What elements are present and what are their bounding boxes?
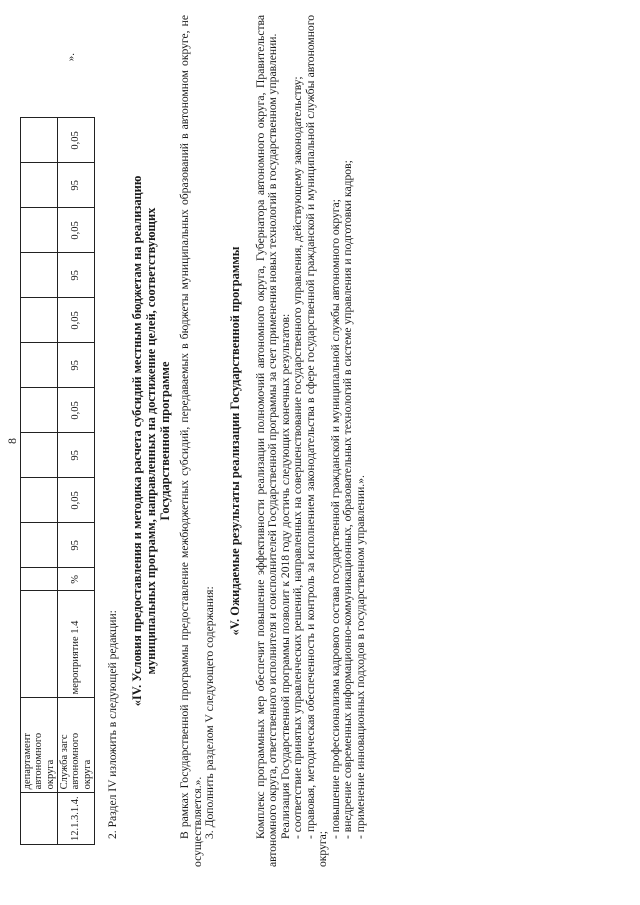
section-4-heading	[131, 15, 172, 867]
table-cell-value	[21, 478, 58, 523]
result-bullet: - соответствие принятых управленческих решений, направленных на совершенствование государственного управления, действующему законодательству;	[291, 76, 305, 839]
table-closing-quote: ».	[65, 53, 77, 62]
result-bullet: - применение инновационных подходов в государственном управлении.».	[353, 475, 367, 839]
table-cell-name-line: автономного округа	[33, 732, 56, 790]
table-cell-unit	[21, 568, 58, 591]
table-cell-value	[21, 118, 58, 163]
table-cell-value: 0,05	[57, 388, 94, 433]
section-5-paragraph: Комплекс программных мер обеспечит повышение эффективности реализации полномочий автономного округа, Губернатора автономного округа, Правительства автономного округа, ответственного исполнителя и соисполнителей Государственной программы за счет применения новых технологий в государственном управлении.	[253, 15, 280, 867]
table-cell-name-line: Служба загс	[58, 734, 70, 790]
table-row	[57, 118, 94, 845]
table-row	[21, 118, 58, 845]
result-bullet: - внедрение современных информационно-коммуникационных, образовательных технологий в системе управления и подготовки кадров;	[341, 160, 355, 839]
section-5-heading: «V. Ожидаемые результаты реализации Государственной программы	[227, 246, 242, 636]
heading-line: муниципальных программ, направленных на достижение целей, соответствующих	[144, 207, 159, 675]
table-cell-unit: %	[57, 568, 94, 591]
table-cell-measure	[21, 591, 58, 698]
table-cell-name	[21, 698, 58, 793]
table-cell-value	[21, 298, 58, 343]
section-4-paragraph: В рамках Государственной программы предоставление межбюджетных субсидий, передаваемых в бюджеты муниципальных образований в автономном округе, не осуществляется.».	[178, 15, 204, 867]
table-cell-name-line: департамент	[22, 733, 33, 790]
table-cell-value: 0,05	[57, 118, 94, 163]
heading-line: Государственной программе	[157, 361, 172, 521]
table-cell-value: 95	[57, 163, 94, 208]
heading-line: «IV. Условия предоставления и методика расчета субсидий местным бюджетам на реализацию	[130, 175, 145, 707]
table-cell-value	[21, 253, 58, 298]
table-cell-value: 0,05	[57, 298, 94, 343]
table-cell-value	[21, 208, 58, 253]
table-cell-value	[21, 523, 58, 568]
table-cell-num: 12.1.3.1.4.	[57, 793, 94, 845]
item-3-text: 3. Дополнить разделом V следующего содержания:	[203, 586, 217, 839]
table-cell-value	[21, 343, 58, 388]
table-cell-measure: мероприятие 1.4	[57, 591, 94, 698]
table-cell-value	[21, 433, 58, 478]
table-cell-name-line: автономного округа	[70, 732, 93, 790]
item-2-text: 2. Раздел IV изложить в следующей редакции:	[105, 610, 119, 839]
table-cell-value	[21, 388, 58, 433]
table-cell-name	[57, 698, 94, 793]
page-number: 8	[5, 438, 19, 444]
result-bullet: - правовая, методическая обеспеченность и контроль за исполнением законодательства в сфере государственной гражданской и муниципальной службы автономного округа;	[303, 15, 330, 867]
table-cell-value: 95	[57, 523, 94, 568]
document-body	[5, 15, 367, 867]
table-cell-value	[21, 163, 58, 208]
table-cell-value: 95	[57, 343, 94, 388]
result-bullet: - повышение профессионализма кадрового состава государственной гражданской и муниципальной службы автономного округа;	[328, 199, 342, 839]
table-cell-value: 0,05	[57, 208, 94, 253]
section-5-paragraph: Реализация Государственной программы позволит к 2018 году достичь следующих конечных результатов:	[278, 313, 292, 839]
table-cell-value: 95	[57, 253, 94, 298]
indicators-table	[20, 117, 95, 845]
table-cell-value: 0,05	[57, 478, 94, 523]
table-cell-value: 95	[57, 433, 94, 478]
table-cell-num	[21, 793, 58, 845]
